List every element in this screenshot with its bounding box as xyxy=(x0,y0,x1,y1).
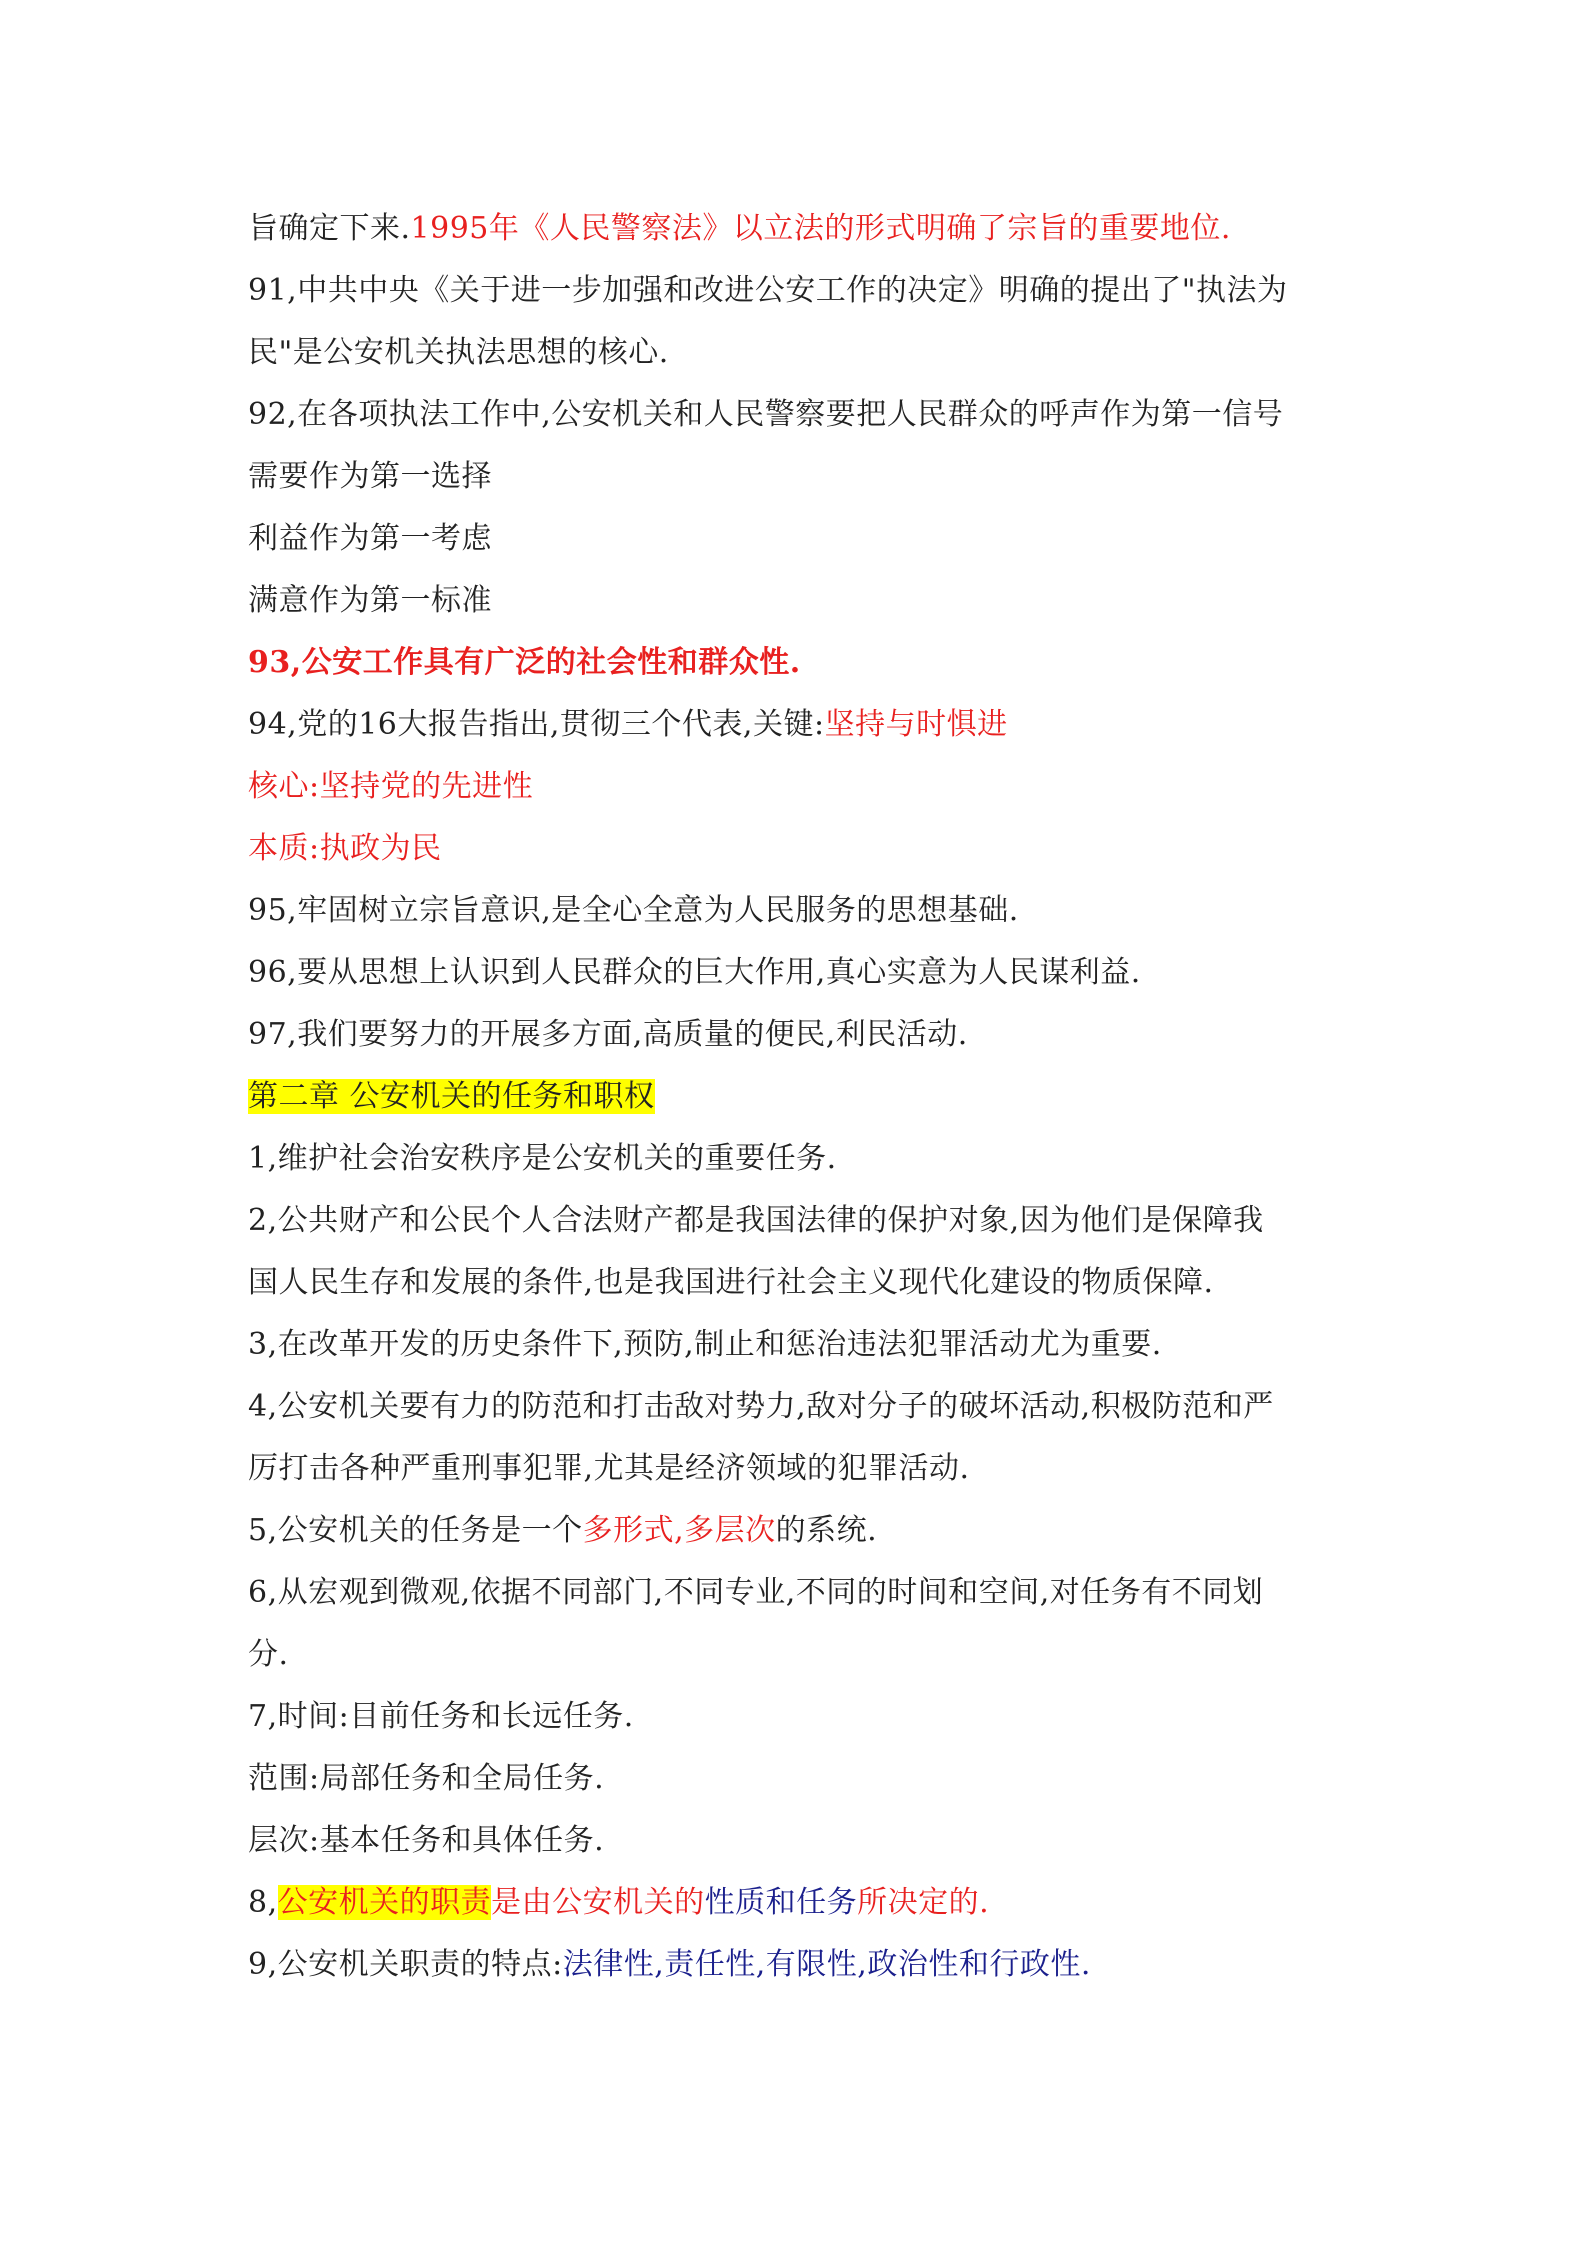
text-line xyxy=(248,1252,1368,1314)
text-segment: 92,在各项执法工作中,公安机关和人民警察要把人民群众的呼声作为第一信号 xyxy=(248,397,1284,432)
text-line xyxy=(248,1872,1368,1934)
text-segment: 范围:局部任务和全局任务. xyxy=(248,1761,605,1796)
text-segment: 95,牢固树立宗旨意识,是全心全意为人民服务的思想基础. xyxy=(248,893,1019,928)
text-line xyxy=(248,1376,1368,1438)
text-segment: 旨确定下来. xyxy=(248,211,411,246)
text-segment: 厉打击各种严重刑事犯罪,尤其是经济领域的犯罪活动. xyxy=(248,1451,970,1486)
text-line xyxy=(248,1128,1368,1190)
text-segment: 1,维护社会治安秩序是公安机关的重要任务. xyxy=(248,1141,837,1176)
text-segment: 的系统. xyxy=(775,1513,878,1548)
text-segment: 分. xyxy=(248,1637,289,1672)
text-segment: 3,在改革开发的历史条件下,预防,制止和惩治违法犯罪活动尤为重要. xyxy=(248,1327,1162,1362)
text-segment: 层次:基本任务和具体任务. xyxy=(248,1823,605,1858)
text-line xyxy=(248,570,1368,632)
text-segment: 9,公安机关职责的特点: xyxy=(248,1947,563,1982)
text-line xyxy=(248,198,1368,260)
text-line xyxy=(248,1810,1368,1872)
text-segment: 1995年《人民警察法》以立法的形式明确了宗旨的重要地位. xyxy=(410,211,1231,246)
text-segment: 国人民生存和发展的条件,也是我国进行社会主义现代化建设的物质保障. xyxy=(248,1265,1214,1300)
text-line xyxy=(248,1934,1368,1996)
text-line xyxy=(248,1066,1368,1128)
text-line xyxy=(248,756,1368,818)
text-line xyxy=(248,942,1368,1004)
text-line xyxy=(248,1004,1368,1066)
document-page xyxy=(248,198,1368,1996)
text-line xyxy=(248,880,1368,942)
text-segment: 核心:坚持党的先进性 xyxy=(248,769,534,804)
text-line xyxy=(248,446,1368,508)
text-segment: 8, xyxy=(248,1885,278,1920)
text-line xyxy=(248,1500,1368,1562)
text-segment: 本质:执政为民 xyxy=(248,831,442,866)
text-segment: 性质和任务 xyxy=(704,1885,858,1920)
text-segment: 2,公共财产和公民个人合法财产都是我国法律的保护对象,因为他们是保障我 xyxy=(248,1203,1264,1238)
text-segment: 多形式,多层次 xyxy=(582,1513,776,1548)
text-segment: 坚持与时惧进 xyxy=(824,707,1008,742)
text-segment: 需要作为第一选择 xyxy=(248,459,492,494)
text-line xyxy=(248,1190,1368,1252)
text-line xyxy=(248,1686,1368,1748)
text-segment: 利益作为第一考虑 xyxy=(248,521,492,556)
text-line xyxy=(248,632,1368,694)
text-line xyxy=(248,694,1368,756)
text-segment: 91,中共中央《关于进一步加强和改进公安工作的决定》明确的提出了"执法为 xyxy=(248,273,1288,308)
text-segment: 97,我们要努力的开展多方面,高质量的便民,利民活动. xyxy=(248,1017,968,1052)
text-segment: 法律性,责任性,有限性,政治性和行政性. xyxy=(562,1947,1091,1982)
text-segment: 所决定的. xyxy=(857,1885,990,1920)
text-line xyxy=(248,1748,1368,1810)
text-line xyxy=(248,322,1368,384)
text-line xyxy=(248,508,1368,570)
text-line xyxy=(248,1624,1368,1686)
text-segment: 满意作为第一标准 xyxy=(248,583,492,618)
text-segment: 公安机关的职责 xyxy=(277,1885,492,1920)
text-line xyxy=(248,1438,1368,1500)
text-segment: 民"是公安机关执法思想的核心. xyxy=(248,335,669,370)
text-line xyxy=(248,260,1368,322)
text-segment: 96,要从思想上认识到人民群众的巨大作用,真心实意为人民谋利益. xyxy=(248,955,1141,990)
text-segment: 6,从宏观到微观,依据不同部门,不同专业,不同的时间和空间,对任务有不同划 xyxy=(248,1575,1264,1610)
text-line xyxy=(248,384,1368,446)
text-segment: 第二章 公安机关的任务和职权 xyxy=(248,1079,655,1114)
text-segment: 93,公安工作具有广泛的社会性和群众性. xyxy=(248,645,801,680)
text-segment: 7,时间:目前任务和长远任务. xyxy=(248,1699,634,1734)
text-line xyxy=(248,1562,1368,1624)
text-line xyxy=(248,1314,1368,1376)
text-line xyxy=(248,818,1368,880)
text-segment: 94,党的16大报告指出,贯彻三个代表,关键: xyxy=(248,707,825,742)
text-segment: 是由公安机关的 xyxy=(491,1885,705,1920)
text-segment: 4,公安机关要有力的防范和打击敌对势力,敌对分子的破坏活动,积极防范和严 xyxy=(248,1389,1274,1424)
text-segment: 5,公安机关的任务是一个 xyxy=(248,1513,583,1548)
